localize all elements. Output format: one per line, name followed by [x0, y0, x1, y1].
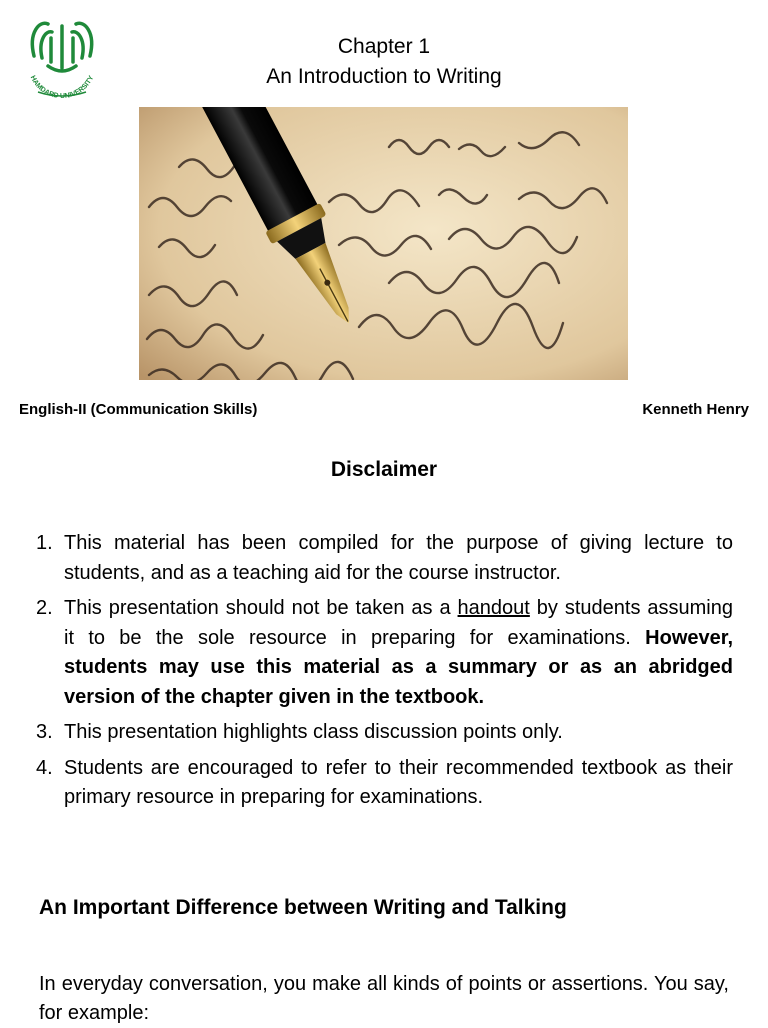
- list-text-part: by students assuming it to be the sole resource in preparing for examinations.: [64, 597, 733, 649]
- author-name: Kenneth Henry: [642, 401, 749, 418]
- list-number: 2.: [36, 597, 53, 619]
- list-text: This presentation highlights class discussion points only.: [64, 721, 563, 743]
- page-title: An Introduction to Writing: [266, 65, 502, 88]
- underlined-term: handout: [457, 597, 530, 619]
- logo-text: HAMDARD UNIVERSITY: [28, 74, 96, 100]
- list-item: [36, 529, 733, 588]
- list-number: 1.: [36, 532, 53, 554]
- chapter-label: Chapter 1: [337, 35, 431, 58]
- pen-illustration: [139, 107, 628, 380]
- list-text: This material has been compiled for the purpose of giving lecture to students, and as a teaching aid for the course instructor.: [64, 532, 733, 584]
- title-block: [0, 32, 768, 92]
- list-item: [36, 718, 733, 748]
- list-number: 3.: [36, 721, 53, 743]
- course-name: English-II (Communication Skills): [19, 401, 258, 418]
- section-heading: An Important Difference between Writing and Talking: [39, 896, 567, 919]
- list-item: [36, 594, 733, 712]
- bold-note: However, students may use this material as a summary or as an abridged version of the chapter given in the textbook.: [64, 626, 733, 708]
- list-text: Students are encouraged to refer to their recommended textbook as their primary resource in preparing for examinations.: [64, 756, 733, 808]
- list-item: [36, 754, 733, 813]
- fountain-pen-image: [139, 107, 628, 380]
- list-text: [64, 594, 733, 712]
- disclaimer-heading: Disclaimer: [330, 458, 438, 481]
- list-text-part: This presentation should not be taken as a: [64, 597, 458, 619]
- list-number: 4.: [36, 756, 53, 779]
- section-paragraph: In everyday conversation, you make all kinds of points or assertions. You say, for example:: [39, 973, 729, 1024]
- disclaimer-list: [36, 529, 733, 819]
